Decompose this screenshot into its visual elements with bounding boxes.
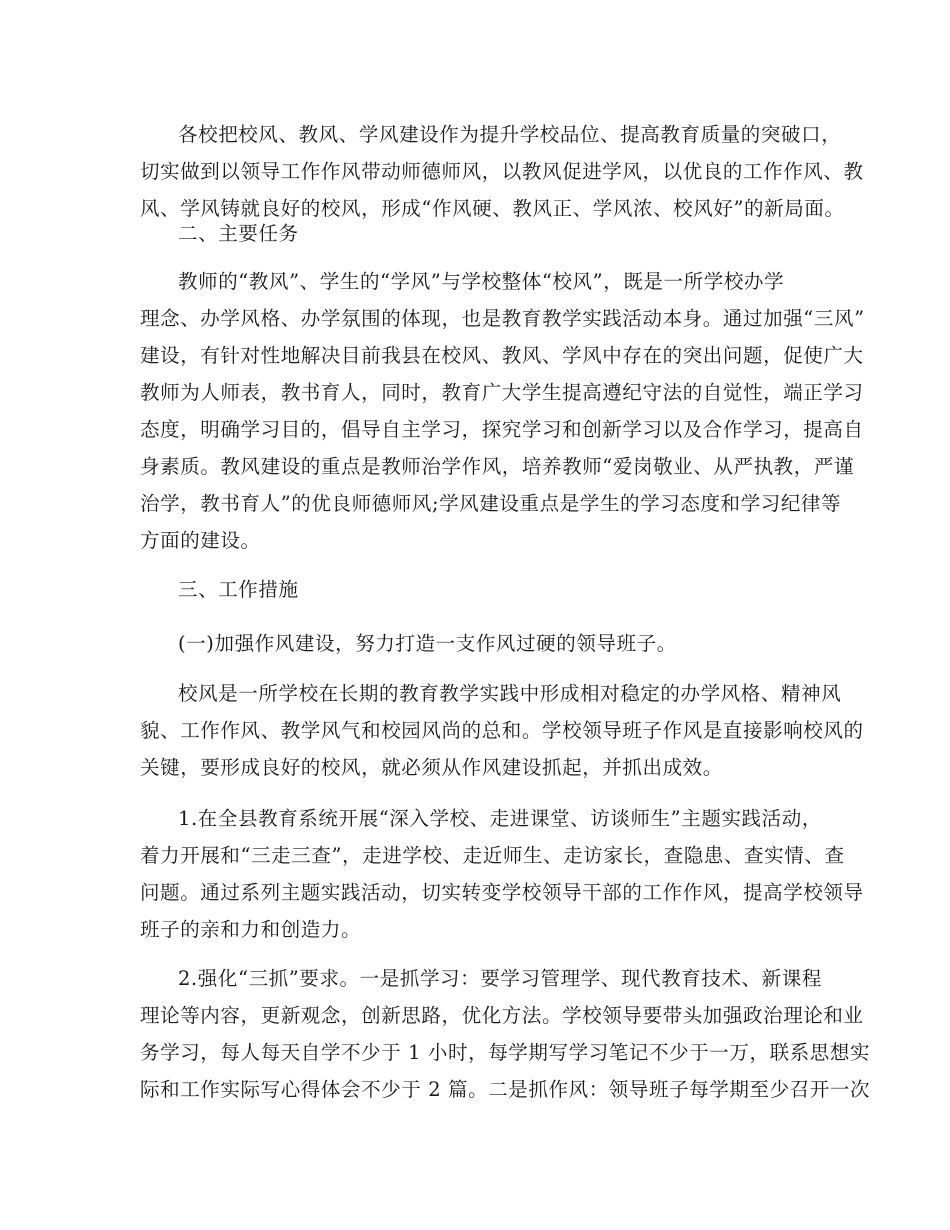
text-line: 际和工作实际写心得体会不少于 2 篇。二是抓作风：领导班子每学期至少召开一次 [140,1078,871,1101]
text-line: 问题。通过系列主题实践活动，切实转变学校领导干部的工作作风，提高学校领导 [140,881,864,904]
text-line: 风、学风铸就良好的校风，形成“作风硬、教风正、学风浓、校风好”的新局面。 [140,197,845,220]
subsection-heading-1: (一)加强作风建设，努力打造一支作风过硬的领导班子。 [178,632,677,655]
section-heading-main-tasks: 二、主要任务 [178,222,299,245]
text-line: 理论等内容，更新观念，创新思路，优化方法。学校领导要带头加强政治理论和业 [140,1004,864,1027]
text-line: 班子的亲和力和创造力。 [140,918,362,941]
text-line: 关键，要形成良好的校风，就必须从作风建设抓起，并抓出成效。 [140,756,723,779]
text-line: 切实做到以领导工作作风带动师德师风，以教风促进学风，以优良的工作作风、教 [140,160,864,183]
text-line: 教师为人师表，教书育人，同时，教育广大学生提高遵纪守法的自觉性，端正学习 [140,381,864,404]
text-line: 务学习，每人每天自学不少于 1 小时，每学期写学习笔记不少于一万，联系思想实 [140,1041,871,1064]
section-heading-work-measures: 三、工作措施 [178,578,299,601]
text-line: 各校把校风、教风、学风建设作为提升学校品位、提高教育质量的突破口， [178,123,842,146]
text-line: 2.强化“三抓”要求。一是抓学习：要学习管理学、现代教育技术、新课程 [178,967,822,990]
text-line: 校风是一所学校在长期的教育教学实践中形成相对稳定的办学风格、精神风 [178,682,842,705]
text-line: 教师的“教风”、学生的“学风”与学校整体“校风”，既是一所学校办学 [178,270,785,293]
text-line: 态度，明确学习目的，倡导自主学习，探究学习和创新学习以及合作学习，提高自 [140,418,864,441]
text-line: 理念、办学风格、办学氛围的体现，也是教育教学实践活动本身。通过加强“三风” [140,307,865,330]
text-line: 建设，有针对性地解决目前我县在校风、教风、学风中存在的突出问题，促使广大 [140,344,864,367]
text-line: 1.在全县教育系统开展“深入学校、走进课堂、访谈师生”主题实践活动， [178,807,822,830]
text-line: 貌、工作作风、教学风气和校园风尚的总和。学校领导班子作风是直接影响校风的 [140,719,864,742]
text-line: 身素质。教风建设的重点是教师治学作风，培养教师“爱岗敬业、从严执教，严谨 [140,455,855,478]
text-line: 着力开展和“三走三查”，走进学校、走近师生、走访家长，查隐患、查实情、查 [140,844,845,867]
text-line: 治学，教书育人”的优良师德师风;学风建设重点是学生的学习态度和学习纪律等 [140,492,842,515]
text-line: 方面的建设。 [140,529,261,552]
